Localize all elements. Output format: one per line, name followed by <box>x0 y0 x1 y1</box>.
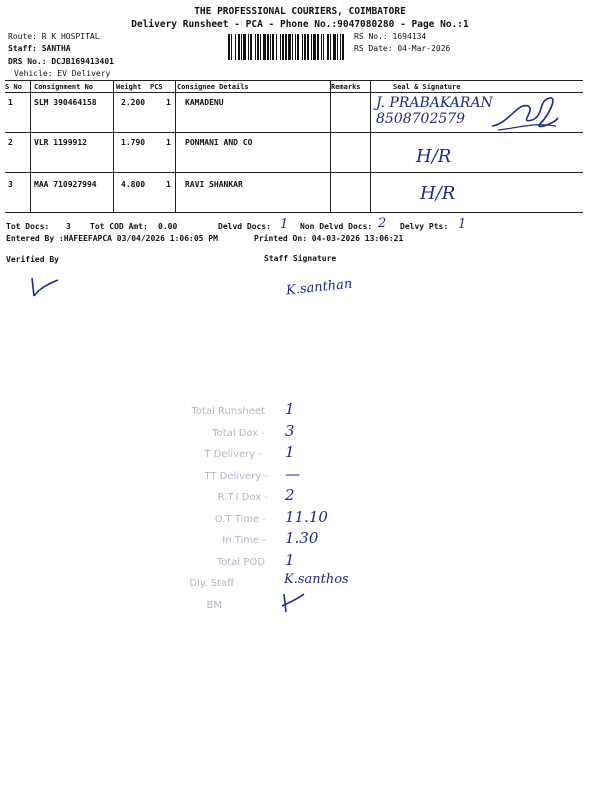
table-bottom-border <box>5 212 583 213</box>
col-header-sno: S No <box>5 83 22 91</box>
row2-sno: 2 <box>8 138 13 147</box>
stamp-value: 3 <box>285 421 295 440</box>
barcode-bar <box>241 34 242 60</box>
row3-sno: 3 <box>8 180 13 189</box>
non-delvd-docs-label: Non Delvd Docs: <box>300 222 373 231</box>
barcode-bar <box>288 34 291 60</box>
col-header-consignment: Consignment No <box>34 83 94 91</box>
row2-pcs: 1 <box>166 138 171 147</box>
stamp-value: — <box>285 464 300 483</box>
staff-signature-label: Staff Signature <box>264 254 337 263</box>
barcode-bar <box>302 34 303 60</box>
column-divider <box>30 80 31 212</box>
delvd-docs-label: Delvd Docs: <box>218 222 271 231</box>
barcode-bar <box>270 34 271 60</box>
barcode-bar <box>321 34 322 60</box>
barcode-bar <box>297 34 299 60</box>
delvy-pts-hand: 1 <box>458 217 467 232</box>
route-label: Route: R K HOSPITAL <box>8 32 100 41</box>
barcode-bar <box>280 34 281 60</box>
stamp-value: 11.10 <box>285 507 328 526</box>
col-header-weight: Weight <box>116 83 142 91</box>
runsheet-subtitle: Delivery Runsheet - PCA - Phone No.:9047080280 - Page No.:1 <box>131 19 469 30</box>
row1-pcs: 1 <box>166 98 171 107</box>
stamp-value: 1 <box>285 550 295 569</box>
scribble-signature-icon <box>488 94 560 134</box>
barcode-bar <box>282 34 284 60</box>
barcode-bar <box>267 34 269 60</box>
stamp-value: 1 <box>285 443 295 461</box>
verified-signature-icon <box>26 274 62 300</box>
staff-handwritten-signature: K.santhan <box>285 276 353 299</box>
barcode-bar <box>243 34 246 60</box>
stamp-value: K.santhos <box>284 572 349 587</box>
row3-weight: 4.800 <box>121 180 146 189</box>
delvy-pts-label: Delvy Pts: <box>400 222 449 231</box>
verified-by-label: Verified By <box>6 255 59 264</box>
delvd-docs-hand: 1 <box>280 217 289 232</box>
staff-label: Staff: SANTHA <box>8 44 71 53</box>
barcode-bar <box>228 34 230 60</box>
barcode-bar <box>257 34 259 60</box>
stamp-label: Dly. Staff <box>189 578 234 589</box>
col-header-pcs: PCS <box>150 83 163 91</box>
row-divider <box>5 172 583 173</box>
stamp-value: 1.30 <box>285 529 319 547</box>
entered-by: Entered By :HAFEEFAPCA 03/04/2026 1:06:05 PM <box>6 234 218 243</box>
row2-consignment: VLR 1199912 <box>34 138 87 147</box>
stamp-label: BM <box>206 599 222 611</box>
barcode-bar <box>295 34 296 60</box>
row3-handwritten-remark: H/R <box>420 183 456 204</box>
stamp-label: Total POD <box>216 556 265 568</box>
barcode-bar <box>340 34 341 60</box>
barcode-bar <box>307 34 309 60</box>
barcode-bar <box>292 34 293 60</box>
stamp-label: Total Dox - <box>212 427 265 439</box>
tot-docs-value: 3 <box>66 222 71 231</box>
barcode-bar <box>330 34 331 60</box>
printed-on: Printed On: 04-03-2026 13:06:21 <box>254 234 404 243</box>
barcode-bar <box>333 34 336 60</box>
column-divider <box>370 80 371 212</box>
barcode-bar <box>327 34 329 60</box>
barcode-bar <box>285 34 287 60</box>
row1-handwritten-signature: J. PRABAKARAN 8508702579 <box>376 95 493 127</box>
barcode-bar <box>304 34 306 60</box>
tot-cod-value: 0.00 <box>158 222 178 231</box>
column-divider <box>113 80 114 212</box>
non-delvd-docs-hand: 2 <box>378 216 387 231</box>
barcode-bar <box>255 34 256 60</box>
stamp-value: 1 <box>285 400 295 418</box>
row2-handwritten-remark: H/R <box>416 146 452 167</box>
table-top-border <box>5 80 583 81</box>
row2-consignee: PONMANI AND CO <box>185 138 253 147</box>
tot-cod-label: Tot COD Amt: <box>90 222 148 231</box>
col-header-remarks: Remarks <box>331 83 361 91</box>
barcode-bar <box>235 34 236 60</box>
row3-consignee: RAVI SHANKAR <box>185 180 243 189</box>
barcode-bar <box>342 34 344 60</box>
rs-number: RS No.: 1694134 <box>354 32 427 41</box>
stamp-label: R.T.I Dox - <box>217 492 268 503</box>
stamp-value: 2 <box>285 486 295 504</box>
row3-consignment: MAA 710927994 <box>34 180 97 189</box>
row1-weight: 2.200 <box>121 98 146 107</box>
col-header-consignee: Consignee Details <box>177 83 249 91</box>
barcode-bar <box>313 34 316 60</box>
barcode-image <box>228 34 346 60</box>
table-header-border <box>5 92 583 93</box>
barcode-bar <box>337 34 338 60</box>
col-header-signature: Seal & Signature <box>393 83 461 91</box>
stamp-label: In Time - <box>222 535 266 546</box>
barcode-bar <box>263 34 266 60</box>
stamp-label: O.T Time - <box>214 513 266 525</box>
barcode-bar <box>250 34 252 60</box>
barcode-bar <box>276 34 277 60</box>
column-divider <box>330 80 331 212</box>
barcode-bar <box>260 34 261 60</box>
barcode-bar <box>238 34 240 60</box>
row3-pcs: 1 <box>166 180 171 189</box>
company-name: THE PROFESSIONAL COURIERS, COIMBATORE <box>194 6 406 17</box>
stamp-label: T Delivery - <box>204 449 262 460</box>
bm-signature-icon <box>278 592 308 616</box>
vehicle-label: Vehicle: EV Delivery <box>14 69 111 78</box>
tot-docs-label: Tot Docs: <box>6 222 50 231</box>
row2-weight: 1.790 <box>121 138 146 147</box>
column-divider <box>175 80 176 212</box>
stamp-label: TT Delivery - <box>204 470 268 482</box>
barcode-bar <box>248 34 249 60</box>
barcode-bar <box>231 34 232 60</box>
barcode-bar <box>323 34 324 60</box>
stamp-label: Total Runsheet <box>191 406 265 417</box>
barcode-bar <box>311 34 312 60</box>
rs-date: RS Date: 04-Mar-2026 <box>354 44 451 53</box>
barcode-bar <box>272 34 274 60</box>
row1-consignee: KAMADENU <box>185 98 224 107</box>
row1-consignment: SLM 390464158 <box>34 98 97 107</box>
drs-label: DRS No.: DCJB169413401 <box>8 57 114 66</box>
row1-sno: 1 <box>8 98 13 107</box>
barcode-bar <box>317 34 319 60</box>
